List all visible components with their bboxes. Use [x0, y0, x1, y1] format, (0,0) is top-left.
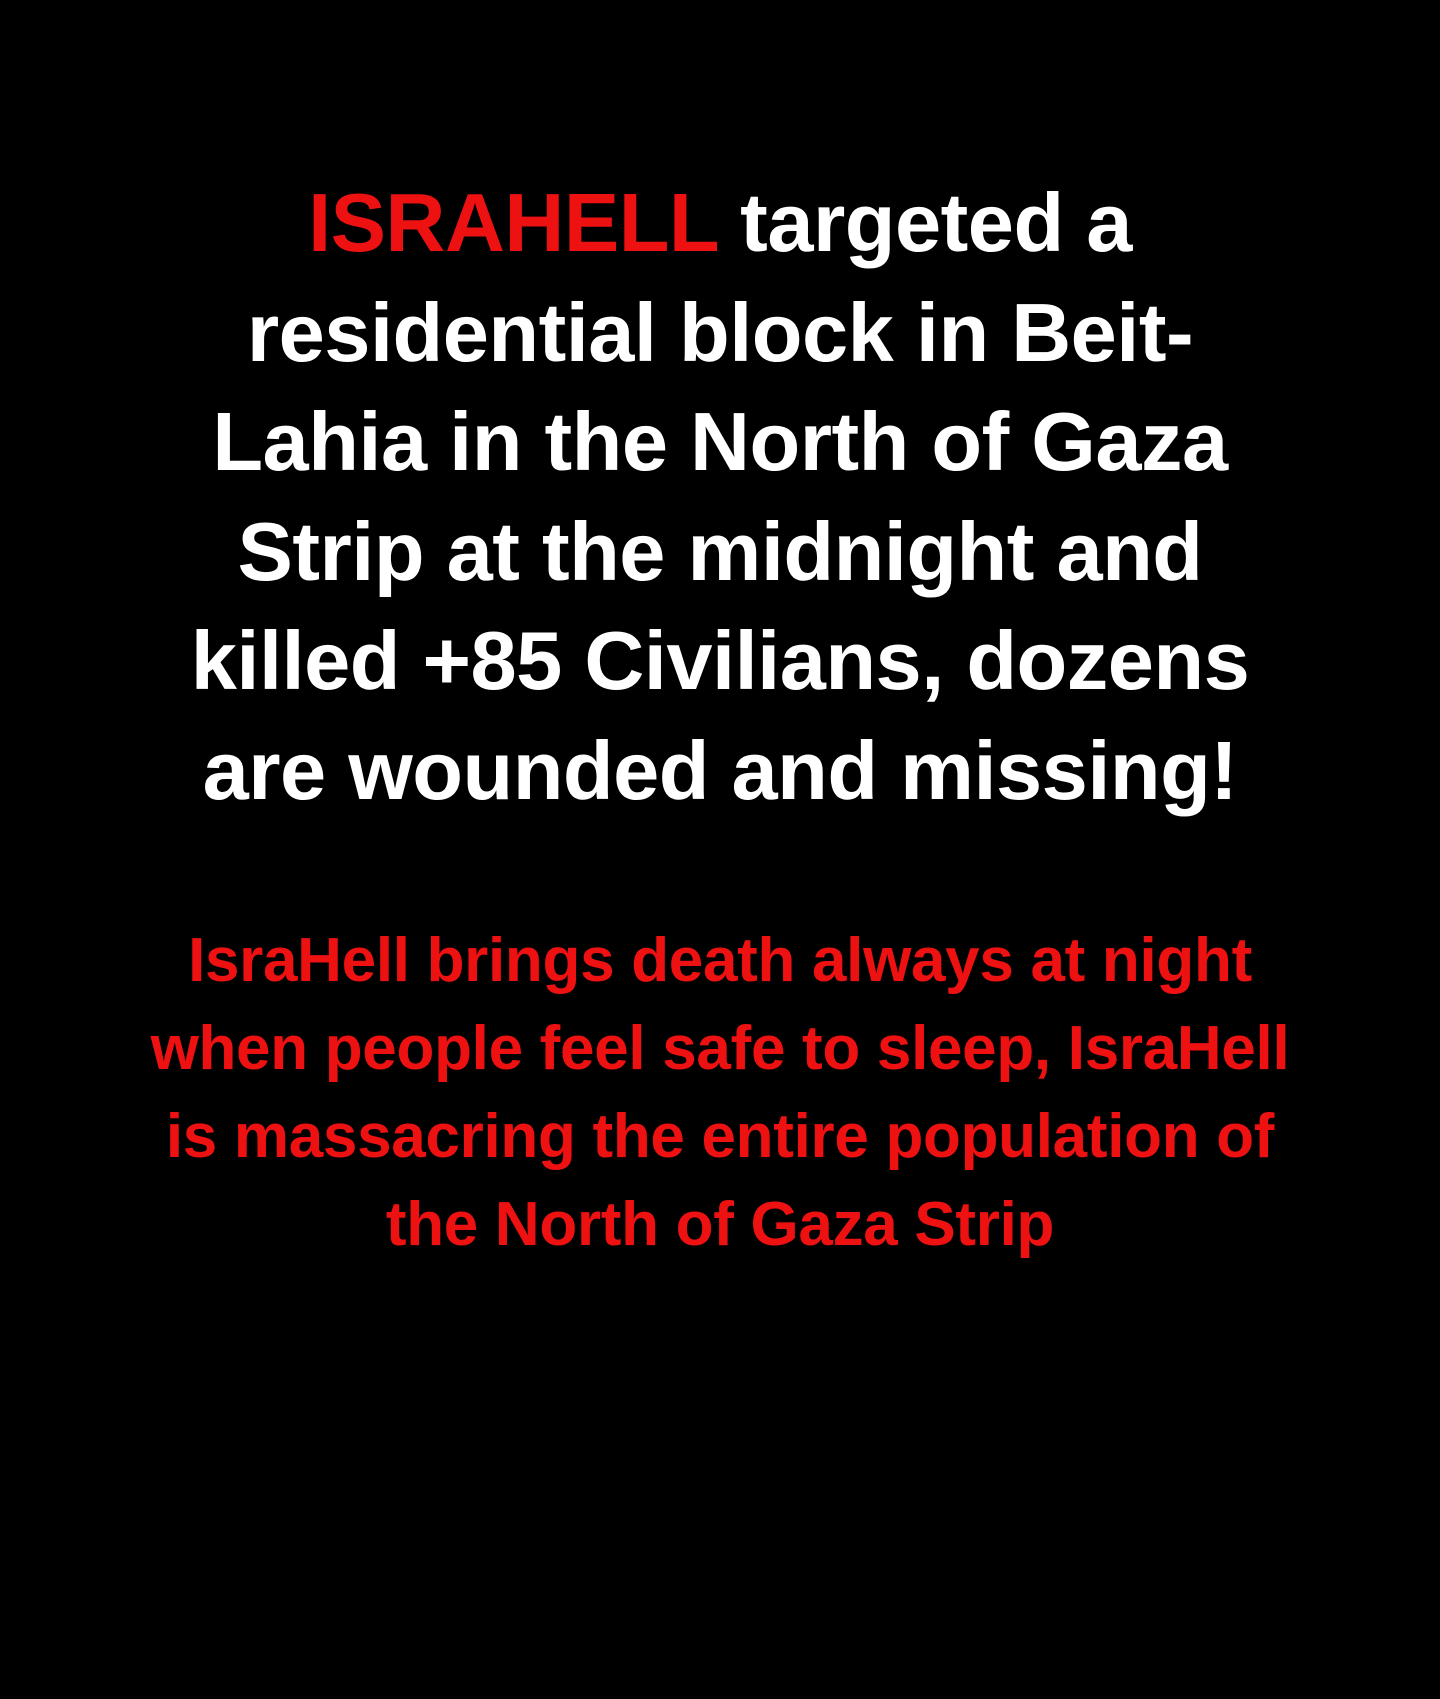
headline-rest-text: targeted a residential block in Beit-Lahia in the North of Gaza Strip at the midnight and killed +85 Civilians, dozens are wounded and missing!	[190, 176, 1250, 817]
headline-text	[160, 168, 1280, 825]
subline-text: IsraHell brings death always at night when people feel safe to sleep, IsraHell is massacring the entire population of the North of Gaza Strip	[150, 926, 1290, 1260]
headline-accent-word: ISRAHELL	[308, 176, 718, 269]
